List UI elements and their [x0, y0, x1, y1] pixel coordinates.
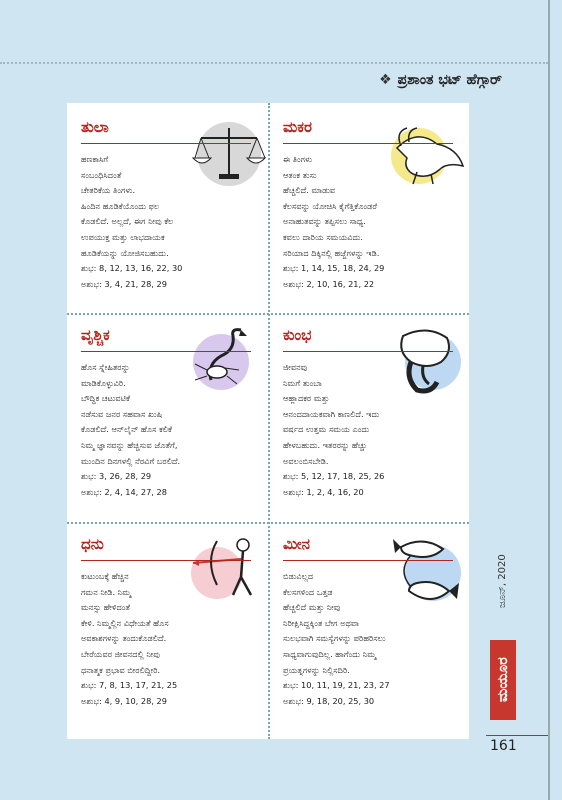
inauspicious-days: ಅಶುಭ: 2, 4, 14, 27, 28	[81, 486, 167, 497]
sign-forecast	[283, 152, 463, 292]
inauspicious-days: ಅಶುಭ: 1, 2, 4, 16, 20	[283, 486, 364, 497]
forecast-line: ಉಪಯುಕ್ತ ಮತ್ತು ಲಾಭದಾಯಕ	[81, 231, 165, 242]
forecast-line: ಕೆಲಸವನ್ನು ಯೋಚಿಸಿ ಕೈಗೆತ್ತಿಕೊಂಡರೆ	[283, 200, 378, 211]
title-rule	[283, 560, 453, 561]
forecast-line: ಅನಾಹುತವನ್ನು ತಪ್ಪಿಸಲು ಸಾಧ್ಯ.	[283, 216, 366, 227]
forecast-line: ಪ್ರಯತ್ನಗಳನ್ನು ನಿಲ್ಲಿಸದಿರಿ.	[283, 664, 350, 675]
forecast-line: ಸರಿಯಾದ ದಿಕ್ಕಿನಲ್ಲಿ ಹಜ್ಜೆಗಳನ್ನು ಇಡಿ.	[283, 247, 380, 258]
sign-name: ಮೀನ	[283, 535, 311, 553]
auspicious-days: ಶುಭ: 5, 12, 17, 18, 25, 26	[283, 471, 385, 482]
forecast-line: ನಡೆಸುವ ಜನರ ಸಹವಾಸ ಖುಷಿ	[81, 408, 163, 419]
horizontal-divider	[67, 522, 469, 524]
forecast-line: ಧನಾತ್ಮಕ ಪ್ರಭಾವ ಬೀರಲಿದ್ದೀರಿ.	[81, 664, 161, 675]
page-number: 161	[490, 738, 517, 754]
forecast-line: ಆನಂದದಾಯಕವಾಗಿ ಕಾಣಲಿದೆ. ಇದು	[283, 408, 380, 419]
forecast-line: ಆತಂಕ ತುಸು	[283, 169, 317, 180]
forecast-line: ಕೇಳಿ. ನಿಮ್ಮಲ್ಲಿನ ವಿಧೇಯತೆ ಹೊಸ	[81, 617, 169, 628]
title-rule	[283, 351, 453, 352]
issue-date: ಜೂನ್, 2020	[497, 554, 508, 608]
forecast-line: ಚೇತರಿಕೆಯ ತಿಂಗಳು.	[81, 185, 136, 196]
forecast-line: ಸುಲಭವಾಗಿ ಸಮಸ್ಯೆಗಳನ್ನು ಪರಿಹರಿಸಲು	[283, 633, 386, 644]
forecast-line: ನಿಮಗೆ ತುಂಬಾ	[283, 377, 322, 388]
sign-card-dhanu	[69, 527, 257, 723]
inauspicious-days: ಅಶುಭ: 9, 18, 20, 25, 30	[283, 695, 375, 706]
sign-name: ತುಲಾ	[81, 118, 109, 136]
sign-name: ಧನು	[81, 535, 104, 553]
inauspicious-days: ಅಶುಭ: 2, 10, 16, 21, 22	[283, 278, 375, 289]
title-rule	[81, 143, 251, 144]
magazine-logo: ಮಯೂರ	[490, 640, 516, 720]
forecast-line: ಮಾಡಿಕೊಳ್ಳುವಿರಿ.	[81, 377, 126, 388]
forecast-line: ಬೌದ್ಧಿಕ ಚಟುವಟಿಕೆ	[81, 393, 131, 404]
author-name: ಪ್ರಶಾಂತ ಭಟ್ ಹೆಗ್ಗಾರ್	[397, 72, 502, 88]
forecast-line: ಅವಲಂಬಿಸಬೇಡಿ.	[283, 455, 329, 466]
forecast-line: ಬಿಡುವಿಲ್ಲದ	[283, 571, 314, 581]
forecast-line: ಹಿಂದಿನ ಹೂಡಿಕೆಯೊಂದು ಫಲ	[81, 200, 160, 211]
forecast-line: ಸಂಬಂಧಿಸಿದಂತೆ	[81, 169, 122, 180]
auspicious-days: ಶುಭ: 7, 8, 13, 17, 21, 25	[81, 680, 178, 691]
sign-forecast	[81, 152, 261, 292]
forecast-line: ನಿರೀಕ್ಷಿಸಿದ್ದಕ್ಕಿಂತ ಬೇಗ ಅಥವಾ	[283, 617, 360, 628]
page-spine	[548, 0, 550, 800]
auspicious-days: ಶುಭ: 10, 11, 19, 21, 23, 27	[283, 680, 390, 691]
forecast-line: ಸಾಧ್ಯವಾಗುವುದಿಲ್ಲ. ಹಾಗೆಂದು ನಿಮ್ಮ	[283, 648, 377, 659]
forecast-line: ಕುಟುಂಬಕ್ಕೆ ಹೆಚ್ಚಿನ	[81, 571, 129, 581]
horizontal-divider	[67, 313, 469, 315]
forecast-line: ಮುಂದಿನ ದಿನಗಳಲ್ಲಿ ನೆರವಿಗೆ ಬರಲಿದೆ.	[81, 455, 181, 466]
title-rule	[81, 351, 251, 352]
sign-name: ಮಕರ	[283, 118, 312, 136]
auspicious-days: ಶುಭ: 8, 12, 13, 16, 22, 30	[81, 263, 183, 274]
forecast-line: ವರ್ಷದ ಉತ್ತಮ ಸಮಯ ಎಂದು	[283, 424, 370, 435]
sign-forecast	[81, 360, 261, 500]
forecast-line: ಜೀವನವು	[283, 362, 308, 372]
inauspicious-days: ಅಶುಭ: 3, 4, 21, 28, 29	[81, 278, 167, 289]
forecast-line: ಕೊಡಲಿದೆ. ಅಲ್ಲದೆ, ಈಗ ನೀವು ಕೆಲ	[81, 216, 174, 227]
sign-forecast	[283, 360, 463, 500]
forecast-line: ಹೆಚ್ಚಲಿದೆ ಮತ್ತು ನೀವು	[283, 602, 341, 613]
forecast-line: ಕವಲು ದಾರಿಯ ಸಮಯವಿದು.	[283, 231, 364, 242]
forecast-line: ಮನಸ್ಸು ಹೇಳಿದಂತೆ	[81, 602, 131, 613]
sign-card-meena	[271, 527, 459, 723]
auspicious-days: ಶುಭ: 1, 14, 15, 18, 24, 29	[283, 263, 385, 274]
forecast-line: ನಿಮ್ಮ ಜ್ಞಾನವನ್ನು ಹೆಚ್ಚಿಸುವ ಜೊತೆಗೆ,	[81, 439, 178, 450]
sign-name: ವೃಶ್ಚಿಕ	[81, 326, 110, 344]
page-number-rule	[486, 735, 548, 736]
diamond-icon: ❖	[379, 72, 392, 88]
auspicious-days: ಶುಭ: 3, 26, 28, 29	[81, 471, 152, 482]
title-rule	[283, 143, 453, 144]
vertical-divider	[268, 103, 270, 739]
top-dotted-rule	[0, 62, 548, 64]
sign-forecast	[81, 569, 261, 709]
sign-name: ಕುಂಭ	[283, 326, 312, 344]
sign-card-vrishchika	[69, 318, 257, 514]
forecast-line: ಕೊಡಲಿದೆ. ಆನ್‌ಲೈನ್ ಹೊಸ ಕಲಿಕೆ	[81, 424, 173, 435]
forecast-line: ಹೆಚ್ಚಲಿದೆ. ಮಾಡುವ	[283, 185, 336, 196]
author-byline	[379, 72, 502, 88]
forecast-line: ಗಮನ ನೀಡಿ. ನಿಮ್ಮ	[81, 586, 132, 597]
sign-forecast	[283, 569, 463, 709]
forecast-line: ಆಹ್ಲಾದಕರ ಮತ್ತು	[283, 393, 330, 404]
forecast-line: ಹಣಕಾಸಿಗೆ	[81, 154, 109, 164]
forecast-line: ಹೂಡಿಕೆಯನ್ನು ಯೋಜಿಸಬಹುದು.	[81, 247, 169, 258]
forecast-line: ಕೆಲಸಗಳಿಂದ ಒತ್ತಡ	[283, 586, 333, 597]
forecast-line: ಹೇಳಬಹುದು. ಇತರರನ್ನು ಹೆಚ್ಚು	[283, 439, 367, 450]
sign-card-makara	[271, 110, 459, 306]
forecast-line: ಬೇರೆಯವರ ಜೀವನದಲ್ಲಿ ನೀವು	[81, 648, 160, 659]
forecast-line: ಅವಕಾಶಗಳನ್ನು ತಂದುಕೊಡಲಿದೆ.	[81, 633, 167, 644]
forecast-line: ಈ ತಿಂಗಳು	[283, 154, 313, 164]
sign-card-tula	[69, 110, 257, 306]
inauspicious-days: ಅಶುಭ: 4, 9, 10, 28, 29	[81, 695, 167, 706]
forecast-line: ಹೊಸ ಸ್ನೇಹಿತರನ್ನು	[81, 362, 130, 372]
sign-card-kumbha	[271, 318, 459, 514]
title-rule	[81, 560, 251, 561]
